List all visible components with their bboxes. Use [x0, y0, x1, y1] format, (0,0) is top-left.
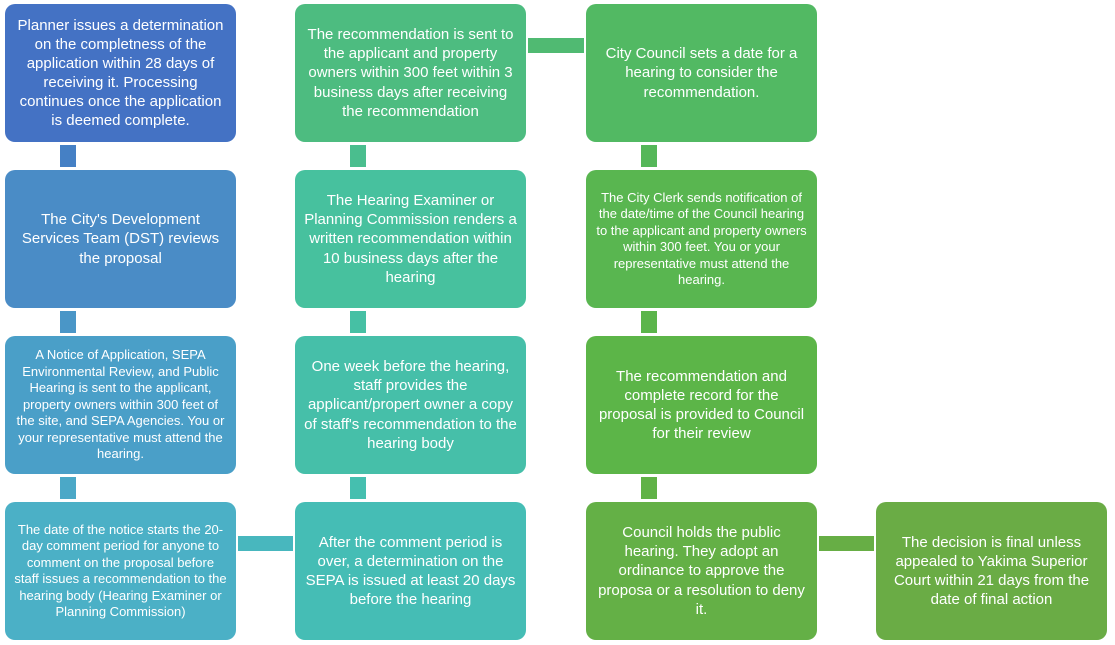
- step-text: After the comment period is over, a determination on the SEPA is issued at least 20 days before the hearing: [305, 533, 516, 609]
- step-record-to-council: [586, 336, 817, 474]
- step-planner-determination: [5, 4, 236, 142]
- step-text: The recommendation and complete record for the proposal is provided to Council for their review: [598, 367, 805, 443]
- step-recommendation-sent: [295, 4, 526, 142]
- step-text: Planner issues a determination on the completness of the application within 28 days of receiving it. Processing continues once the application is deemed complete.: [17, 16, 224, 130]
- connector: [350, 477, 366, 499]
- connector: [238, 536, 293, 551]
- step-text: The recommendation is sent to the applicant and property owners within 300 feet within 3 business days after receiving the recommendation: [307, 26, 514, 120]
- step-text: The Hearing Examiner or Planning Commission renders a written recommendation within 10 business days after the hearing: [304, 192, 517, 286]
- step-clerk-notification: [586, 170, 817, 308]
- step-text: City Council sets a date for a hearing to consider the recommendation.: [605, 45, 798, 101]
- step-council-sets-date: [586, 4, 817, 142]
- step-final-decision: [876, 502, 1107, 640]
- step-text: A Notice of Application, SEPA Environmental Review, and Public Hearing is sent to the applicant, property owners within 300 feet of the site, and SEPA Agencies. You or your representative must attend the hearing.: [16, 347, 225, 462]
- connector: [641, 477, 657, 499]
- step-staff-recommendation-copy: [295, 336, 526, 474]
- step-council-public-hearing: [586, 502, 817, 640]
- connector: [641, 311, 657, 333]
- connector: [641, 145, 657, 167]
- connector: [819, 536, 874, 551]
- connector: [528, 38, 584, 53]
- step-dst-review: [5, 170, 236, 308]
- connector: [350, 311, 366, 333]
- connector: [60, 145, 76, 167]
- step-comment-period: [5, 502, 236, 640]
- connector: [60, 477, 76, 499]
- step-text: The City's Development Services Team (DST) reviews the proposal: [21, 211, 220, 267]
- step-text: The City Clerk sends notification of the date/time of the Council hearing to the applicant and property owners within 300 feet. You or your representative must attend the hearing.: [596, 189, 807, 287]
- step-sepa-determination: [295, 502, 526, 640]
- step-notice-of-application: [5, 336, 236, 474]
- step-text: One week before the hearing, staff provides the applicant/propert owner a copy of staff's recommendation to the hearing body: [304, 358, 517, 452]
- connector: [60, 311, 76, 333]
- connector: [350, 145, 366, 167]
- step-text: Council holds the public hearing. They adopt an ordinance to approve the proposa or a resolution to deny it.: [598, 524, 805, 618]
- step-written-recommendation: [295, 170, 526, 308]
- step-text: The decision is final unless appealed to Yakima Superior Court within 21 days from the date of final action: [893, 533, 1090, 609]
- step-text: The date of the notice starts the 20-day comment period for anyone to comment on the proposal before staff issues a recommendation to the hearing body (Hearing Examiner or Planning Commission): [14, 521, 227, 619]
